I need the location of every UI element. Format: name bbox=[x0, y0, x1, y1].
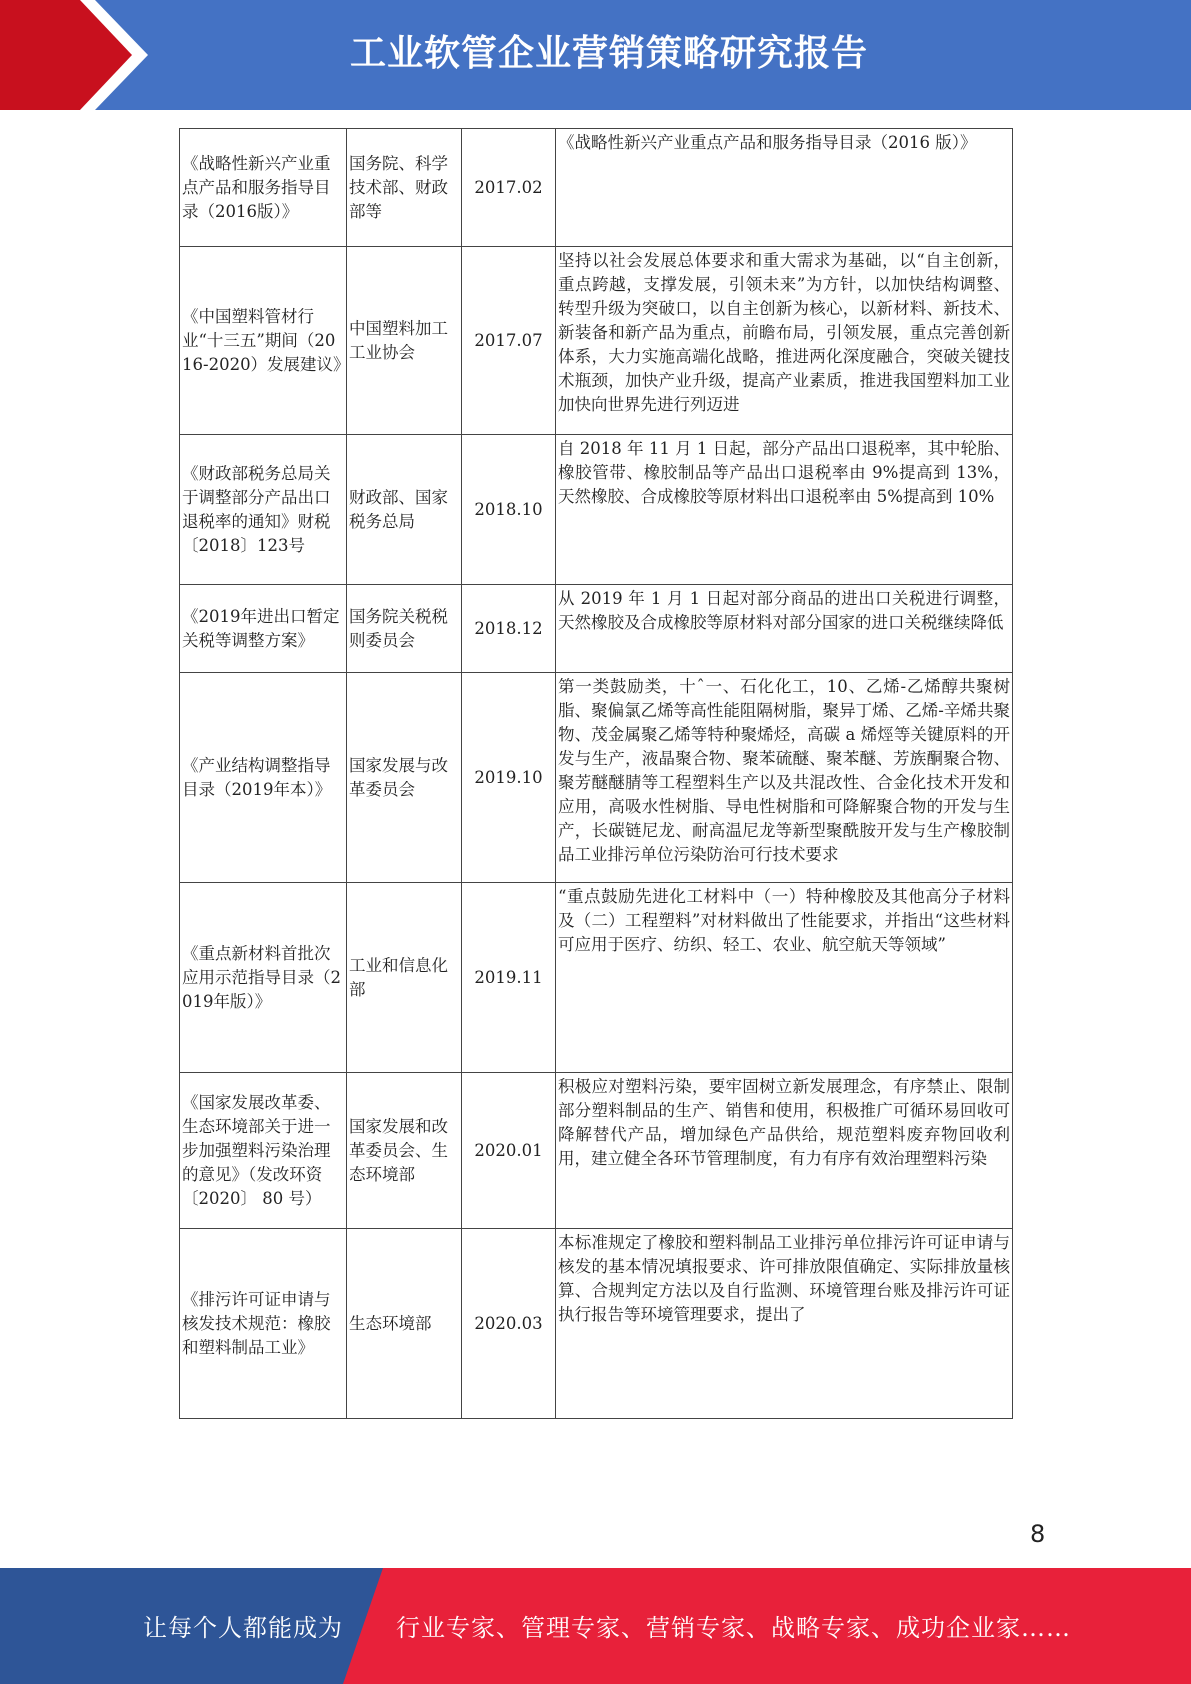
department-cell: 国家发展与改革委员会 bbox=[347, 673, 462, 883]
table-row bbox=[180, 1073, 1013, 1229]
report-title: 工业软管企业营销策略研究报告 bbox=[350, 33, 869, 74]
department-cell: 工业和信息化部 bbox=[347, 883, 462, 1073]
table-row bbox=[180, 247, 1013, 435]
page-number: 8 bbox=[1030, 1520, 1046, 1548]
date-cell: 2017.07 bbox=[462, 247, 556, 435]
date-cell: 2020.03 bbox=[462, 1229, 556, 1419]
footer-slogan-left: 让每个人都能成为 bbox=[143, 1614, 343, 1642]
policy-name-cell: 《重点新材料首批次应用示范指导目录（2019年版）》 bbox=[180, 883, 347, 1073]
department-cell: 国务院、科学技术部、财政部等 bbox=[347, 129, 462, 247]
content-cell: 第一类鼓励类，十ˆ一、石化化工，10、乙烯-乙烯醇共聚树脂、聚偏氯乙烯等高性能阻隔树脂，聚异丁烯、乙烯-辛烯共聚物、茂金属聚乙烯等特种聚烯烃，高碳 a 烯烴等关键原料的开发与生产，液晶聚合物、聚苯硫醚、聚苯醚、芳族酮聚合物、聚芳醚醚腈等工程塑料生产以及共混改性、合金化技术开发和应用，高吸水性树脂、导电性树脂和可降解聚合物的开发与生产，长碳链尼龙、耐高温尼龙等新型聚酰胺开发与生产橡胶制品工业排污单位污染防治可行技术要求 bbox=[556, 673, 1013, 883]
department-cell: 国家发展和改革委员会、生态环境部 bbox=[347, 1073, 462, 1229]
table-row bbox=[180, 435, 1013, 585]
date-cell: 2019.10 bbox=[462, 673, 556, 883]
policy-name-cell: 《国家发展改革委、生态环境部关于进一步加强塑料污染治理的意见》（发改环资〔2020〕 80 号） bbox=[180, 1073, 347, 1229]
department-cell: 国务院关税税则委员会 bbox=[347, 585, 462, 673]
footer-slogan-right: 行业专家、管理专家、营销专家、战略专家、成功企业家…… bbox=[396, 1614, 1071, 1642]
table-row bbox=[180, 1229, 1013, 1419]
footer-banner bbox=[0, 1568, 1191, 1684]
date-cell: 2018.12 bbox=[462, 585, 556, 673]
table-row bbox=[180, 883, 1013, 1073]
policy-name-cell: 《排污许可证申请与核发技术规范：橡胶和塑料制品工业》 bbox=[180, 1229, 347, 1419]
content-cell: 自 2018 年 11 月 1 日起，部分产品出口退税率，其中轮胎、橡胶管带、橡胶制品等产品出口退税率由 9%提高到 13%，天然橡胶、合成橡胶等原材料出口退税率由 5%提高到 10% bbox=[556, 435, 1013, 585]
date-cell: 2019.11 bbox=[462, 883, 556, 1073]
department-cell: 中国塑料加工工业协会 bbox=[347, 247, 462, 435]
date-cell: 2020.01 bbox=[462, 1073, 556, 1229]
policy-table bbox=[179, 128, 1013, 1419]
content-cell: 《战略性新兴产业重点产品和服务指导目录（2016 版）》 bbox=[556, 129, 1013, 247]
header-banner bbox=[0, 0, 1191, 110]
policy-name-cell: 《财政部税务总局关于调整部分产品出口退税率的通知》财税〔2018〕123号 bbox=[180, 435, 347, 585]
table-row bbox=[180, 129, 1013, 247]
department-cell: 财政部、国家税务总局 bbox=[347, 435, 462, 585]
content-cell: 本标准规定了橡胶和塑料制品工业排污单位排污许可证申请与核发的基本情况填报要求、许可排放限值确定、实际排放量核算、合规判定方法以及自行监测、环境管理台账及排污许可证执行报告等环境管理要求，提出了 bbox=[556, 1229, 1013, 1419]
content-cell: “重点鼓励先进化工材料中（一）特种橡胶及其他高分子材料及（二）工程塑料”对材料做出了性能要求，并指出“这些材料可应用于医疗、纺织、轻工、农业、航空航天等领域” bbox=[556, 883, 1013, 1073]
policy-name-cell: 《2019年进出口暂定关税等调整方案》 bbox=[180, 585, 347, 673]
table-row bbox=[180, 673, 1013, 883]
policy-name-cell: 《中国塑料管材行业“十三五”期间（2016-2020）发展建议》 bbox=[180, 247, 347, 435]
department-cell: 生态环境部 bbox=[347, 1229, 462, 1419]
date-cell: 2018.10 bbox=[462, 435, 556, 585]
content-cell: 从 2019 年 1 月 1 日起对部分商品的进出口关税进行调整，天然橡胶及合成橡胶等原材料对部分国家的进口关税继续降低 bbox=[556, 585, 1013, 673]
policy-name-cell: 《产业结构调整指导目录（2019年本）》 bbox=[180, 673, 347, 883]
content-cell: 坚持以社会发展总体要求和重大需求为基础，以“自主创新，重点跨越，支撑发展，引领未来”为方针，以加快结构调整、转型升级为突破口，以自主创新为核心，以新材料、新技术、新装备和新产品为重点，前瞻布局，引领发展，重点完善创新体系，大力实施高端化战略，推进两化深度融合，突破关键技术瓶颈，加快产业升级，提高产业素质，推进我国塑料加工业加快向世界先进行列迈进 bbox=[556, 247, 1013, 435]
date-cell: 2017.02 bbox=[462, 129, 556, 247]
table-row bbox=[180, 585, 1013, 673]
content-cell: 积极应对塑料污染，要牢固树立新发展理念，有序禁止、限制部分塑料制品的生产、销售和使用，积极推广可循环易回收可降解替代产品，增加绿色产品供给，规范塑料废弃物回收利用，建立健全各环节管理制度，有力有序有效治理塑料污染 bbox=[556, 1073, 1013, 1229]
policy-name-cell: 《战略性新兴产业重点产品和服务指导目录（2016版）》 bbox=[180, 129, 347, 247]
